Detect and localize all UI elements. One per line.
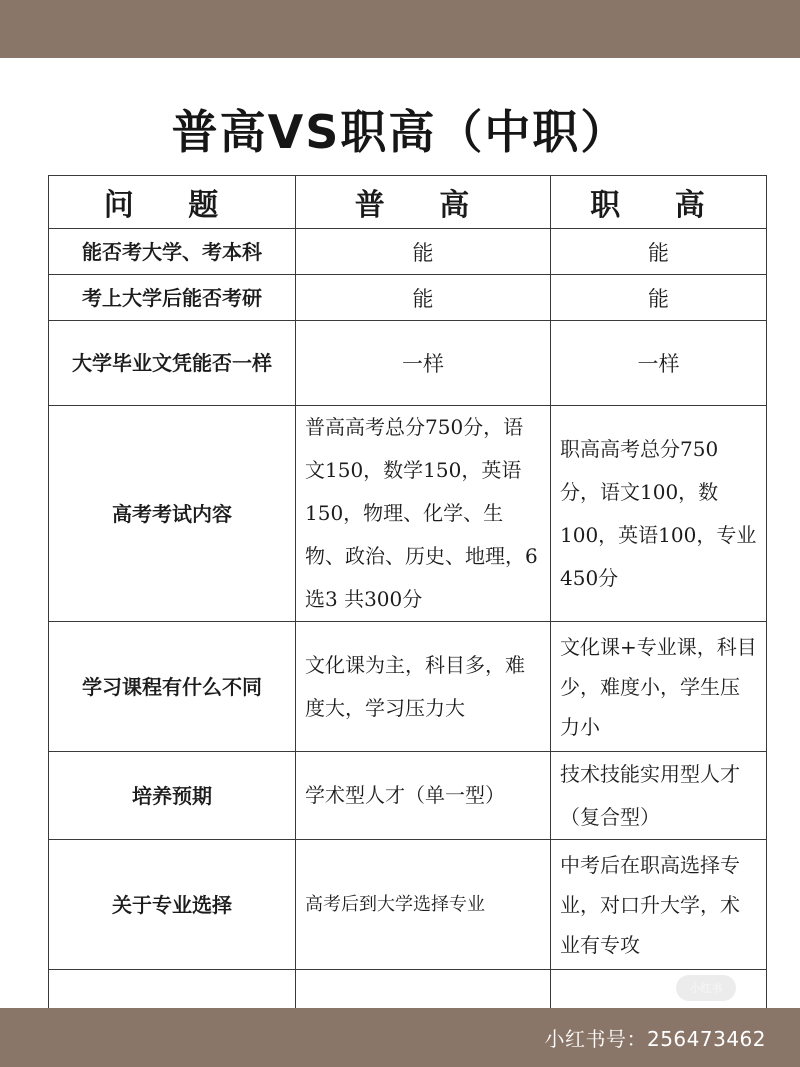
vocational-answer-cell: 能 [551,275,767,321]
header-general-high-school: 普 高 [296,176,551,229]
table-row [49,275,767,321]
vocational-answer-cell: 职高高考总分750分，语文100，数100，英语100，专业450分 [551,406,767,622]
bottom-border-bar [0,1008,800,1067]
general-answer-cell: 文化课为主，科目多，难度大，学习压力大 [296,622,551,752]
table-header-row [49,176,767,229]
vocational-answer-cell: 文化课+专业课，科目少，难度小，学生压力小 [551,622,767,752]
table-row-empty [49,970,767,1009]
question-cell: 学习课程有什么不同 [49,622,296,752]
vocational-answer-cell: 技术技能实用型人才（复合型） [551,752,767,840]
watermark-logo: 小红书 [676,975,736,1001]
general-answer-cell: 能 [296,275,551,321]
table-row [49,321,767,406]
table-row [49,622,767,752]
empty-cell [296,970,551,1009]
footer-account-id: 小红书号：256473462 [544,1027,766,1051]
header-vocational-high-school: 职 高 [551,176,767,229]
question-cell: 培养预期 [49,752,296,840]
vocational-answer-cell: 一样 [551,321,767,406]
general-answer-cell: 普高高考总分750分，语文150，数学150，英语150，物理、化学、生物、政治、历史、地理，6选3 共300分 [296,406,551,622]
page-title: 普高VS职高（中职） [171,105,629,159]
question-cell: 高考考试内容 [49,406,296,622]
general-answer-cell: 高考后到大学选择专业 [296,840,551,970]
table-row [49,752,767,840]
empty-cell [49,970,296,1009]
table-row [49,406,767,622]
top-border-bar [0,0,800,58]
general-answer-cell: 能 [296,229,551,275]
table-row [49,229,767,275]
question-cell: 能否考大学、考本科 [49,229,296,275]
table-row [49,840,767,970]
general-answer-cell: 学术型人才（单一型） [296,752,551,840]
comparison-table [48,175,767,1008]
header-question: 问 题 [49,176,296,229]
question-cell: 考上大学后能否考研 [49,275,296,321]
vocational-answer-cell: 中考后在职高选择专业，对口升大学，术业有专攻 [551,840,767,970]
vocational-answer-cell: 能 [551,229,767,275]
question-cell: 关于专业选择 [49,840,296,970]
question-cell: 大学毕业文凭能否一样 [49,321,296,406]
general-answer-cell: 一样 [296,321,551,406]
